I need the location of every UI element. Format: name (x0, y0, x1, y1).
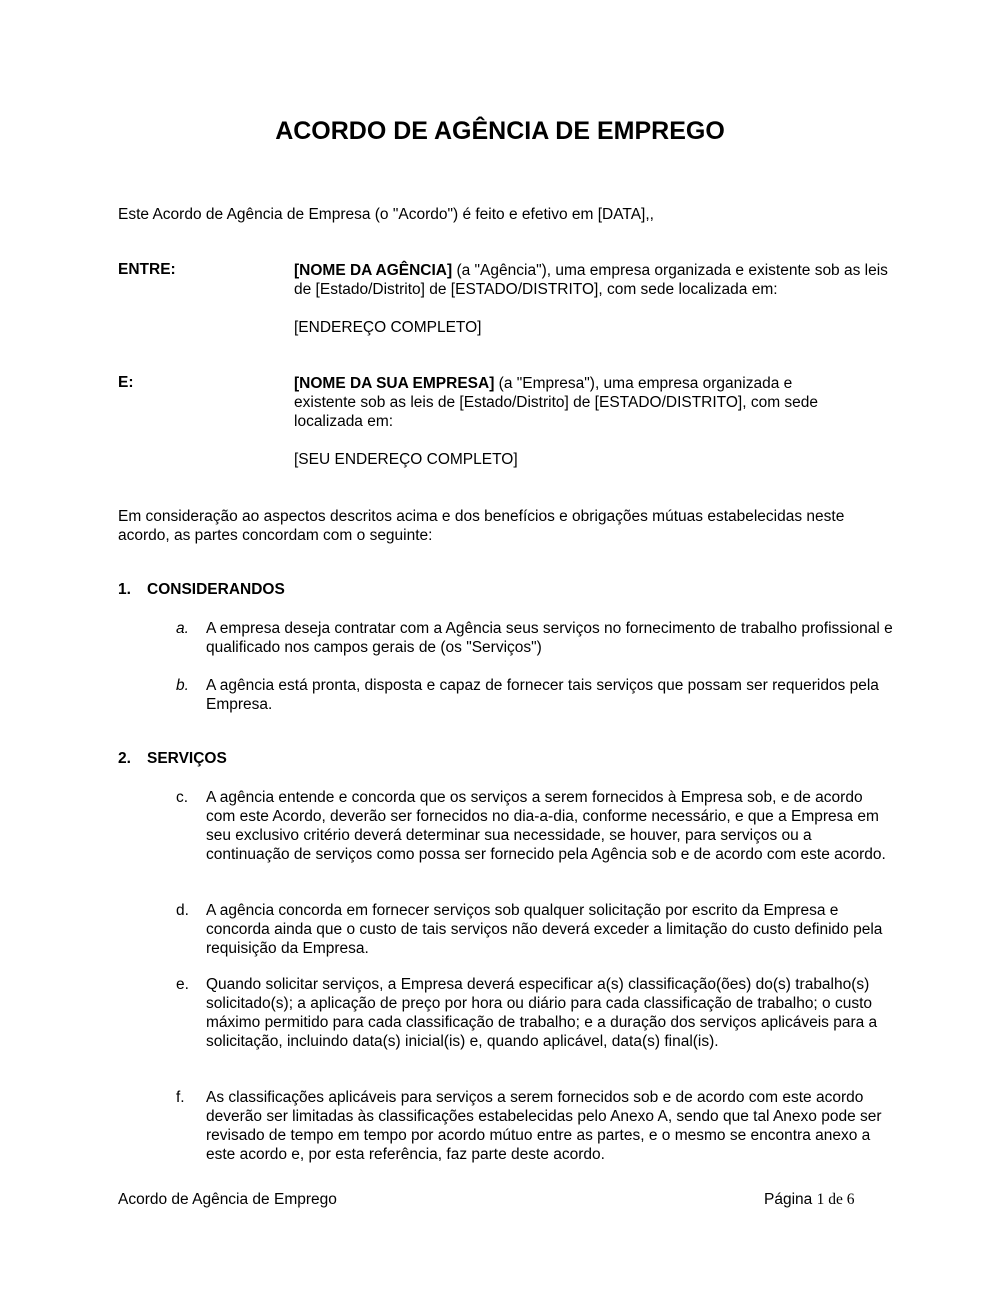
list-item-f (176, 1088, 896, 1164)
section-number: 1. (118, 581, 131, 598)
section-number: 2. (118, 750, 131, 767)
item-text: As classificações aplicáveis para serviços a serem fornecidos sob e de acordo com este acordo deverão ser limitadas às classificações estabelecidas pelo Anexo A, sendo que tal Anexo pode ser revisado de tempo em tempo por acordo mútuo entre as partes, e o mesmo se encontra anexo a este acordo e, por esta referência, faz parte deste acordo. (206, 1089, 882, 1163)
item-text: A agência está pronta, disposta e capaz de fornecer tais serviços que possam ser requeridos pela Empresa. (206, 677, 879, 713)
item-marker: a. (176, 620, 189, 637)
section-heading-servicos (118, 750, 227, 768)
party-agency (294, 261, 894, 337)
company-name: [NOME DA SUA EMPRESA] (294, 375, 495, 392)
intro-paragraph: Este Acordo de Agência de Empresa (o "Acordo") é feito e efetivo em [DATA],, (118, 206, 654, 223)
consideration-paragraph: Em consideração ao aspectos descritos acima e dos benefícios e obrigações mútuas estabelecidas neste acordo, as partes concordam com o seguinte: (118, 508, 845, 544)
document-title: ACORDO DE AGÊNCIA DE EMPREGO (275, 117, 725, 145)
section-title: CONSIDERANDOS (147, 581, 285, 598)
section-heading-considerandos (118, 581, 285, 599)
item-text: Quando solicitar serviços, a Empresa deverá especificar a(s) classificação(ões) do(s) trabalho(s) solicitado(s); a aplicação de preço por hora ou diário para cada classificação de trabalho; o custo máximo permitido para cada classificação de trabalho; e a duração dos serviços aplicáveis para a solicitação, incluindo data(s) inicial(is) e, quando aplicável, data(s) final(is). (206, 976, 878, 1050)
agency-name: [NOME DA AGÊNCIA] (294, 262, 453, 279)
company-description-text: (a "Empresa"), uma empresa organizada e existente sob as leis de [Estado/Distrito] de [ESTADO/DISTRITO], com sede localizada em: (294, 375, 819, 430)
total-pages: 6 (846, 1191, 855, 1208)
list-item-a (176, 619, 896, 657)
party-agency-description (294, 261, 894, 299)
party-label-between: ENTRE: (118, 261, 176, 278)
page-of-label: de (824, 1191, 847, 1208)
company-address: [SEU ENDEREÇO COMPLETO] (294, 451, 518, 468)
item-text: A empresa deseja contratar com a Agência seus serviços no fornecimento de trabalho profissional e qualificado nos campos gerais de (os "Serviços") (206, 620, 893, 656)
list-item-d (176, 901, 896, 958)
item-marker: d. (176, 902, 189, 919)
item-text: A agência entende e concorda que os serviços a serem fornecidos à Empresa sob, e de acordo com este Acordo, deverão ser fornecidos no dia-a-dia, conforme necessário, e que a Empresa em seu exclusivo critério deverá determinar sua necessidade, se houver, para serviços ou a continuação de serviços como possa ser fornecido pela Agência sob e de acordo com este acordo. (206, 789, 886, 863)
item-marker: e. (176, 976, 189, 993)
list-item-c (176, 788, 896, 864)
footer-document-name: Acordo de Agência de Emprego (118, 1191, 337, 1208)
party-company (294, 374, 854, 469)
party-company-description (294, 374, 854, 431)
agency-address: [ENDEREÇO COMPLETO] (294, 319, 482, 336)
agency-description-text: (a "Agência"), uma empresa organizada e existente sob as leis de [Estado/Distrito] de [ESTADO/DISTRITO], com sede localizada em: (294, 262, 888, 298)
list-item-b (176, 676, 896, 714)
current-page: 1 (816, 1191, 825, 1208)
item-marker: c. (176, 789, 189, 806)
party-label-and: E: (118, 374, 134, 391)
item-marker: f. (176, 1089, 185, 1106)
footer-page-number (764, 1191, 854, 1209)
item-text: A agência concorda em fornecer serviços sob qualquer solicitação por escrito da Empresa e concorda ainda que o custo de tais serviços não deverá exceder a limitação do custo definido pela requisição da Empresa. (206, 902, 883, 957)
section-title: SERVIÇOS (147, 750, 227, 767)
list-item-e (176, 975, 896, 1051)
item-marker: b. (176, 677, 189, 694)
page-label: Página (764, 1191, 817, 1208)
